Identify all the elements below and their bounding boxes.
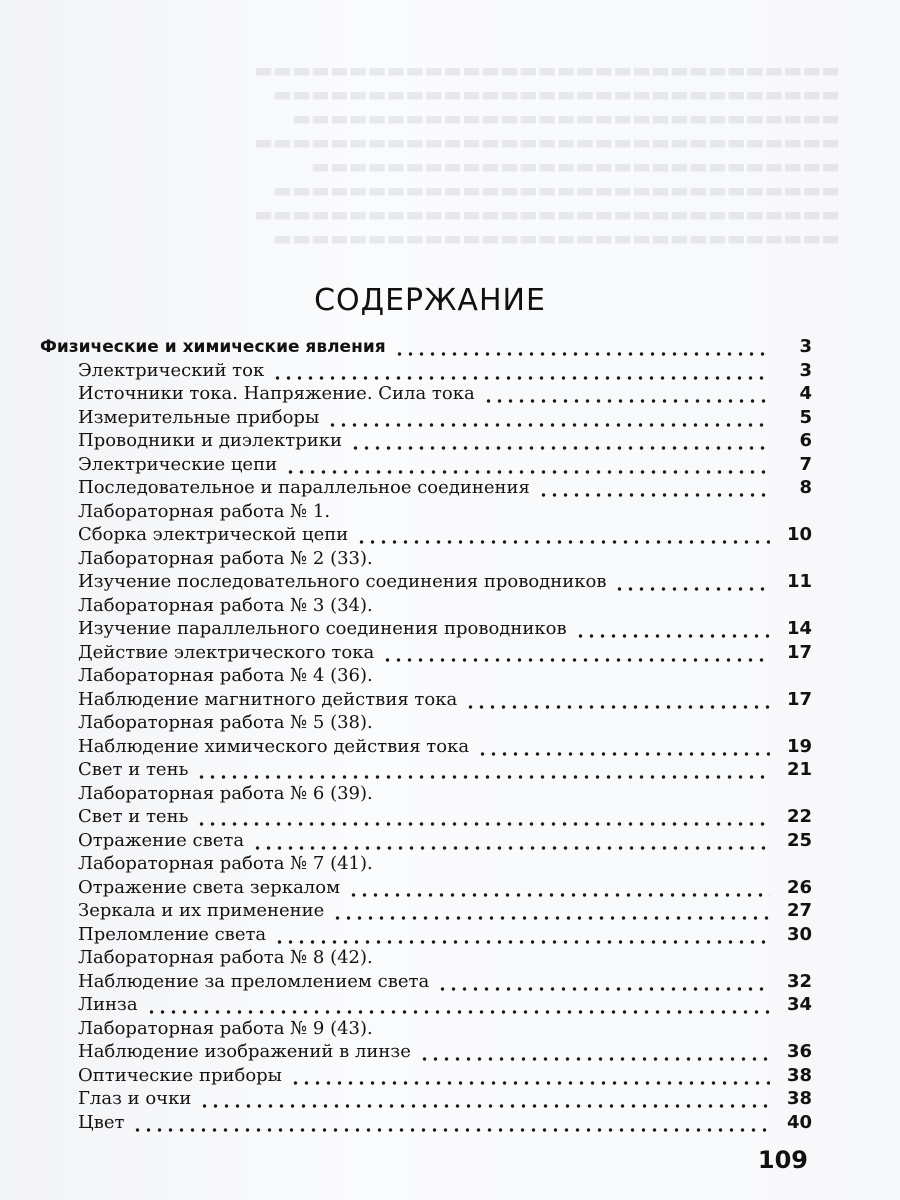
toc-page-number: 32 [786,970,812,992]
toc-entry-title: Отражение света [78,829,245,851]
toc-entry [78,876,812,900]
toc-page-number: 8 [799,477,812,498]
toc-entry [78,382,812,406]
toc-page-number: 34 [786,994,812,1015]
toc-entry-title: Отражение света зеркалом [78,876,341,898]
dot-leader [272,359,770,383]
toc-entry-title: Наблюдение химического действия тока [78,735,470,757]
toc-entry [78,664,812,688]
toc-entry [78,852,812,876]
toc-entry [78,1040,812,1064]
toc-entry [78,923,812,947]
toc-entry [78,500,812,524]
toc-entry [78,711,812,735]
toc-entry-title: Лабораторная работа № 8 (42). [78,947,373,968]
toc-page-number: 14 [786,618,812,639]
toc-entry [78,1111,812,1135]
toc-entry-title: Свет и тень [78,759,189,780]
toc-entry [78,617,812,641]
toc-entry-title: Лабораторная работа № 7 (41). [78,853,373,874]
toc-page-number: 38 [786,1064,812,1086]
toc-entry [78,429,812,453]
dot-leader [382,641,770,665]
toc-entry-title: Источники тока. Напряжение. Сила тока [78,383,475,404]
toc-entry [78,359,812,383]
dot-leader [538,476,770,500]
toc-entry [78,829,812,853]
toc-entry-title: Лабораторная работа № 6 (39). [78,782,373,804]
toc-entry-title: Глаз и очки [78,1088,192,1109]
toc-entry [78,688,812,712]
toc-entry [78,523,812,547]
toc-page-number: 26 [786,876,812,898]
toc-entry-title: Проводники и диэлектрики [78,430,343,451]
toc-entry-title: Действие электрического тока [78,641,375,663]
dot-leader [332,899,770,923]
dot-leader [146,993,770,1017]
toc-entry-title: Последовательное и параллельное соединения [78,477,530,498]
toc-entry-title: Преломление света [78,923,267,945]
toc-entry-title: Наблюдение изображений в линзе [78,1041,411,1062]
toc-entry-title: Лабораторная работа № 9 (43). [78,1017,373,1039]
dot-leader [327,406,770,430]
toc-entry-title: Лабораторная работа № 2 (33). [78,547,373,569]
toc-entry-title: Оптические приборы [78,1064,283,1086]
dot-leader [290,1064,770,1088]
toc-entry-title: Изучение параллельного соединения проводников [78,618,567,639]
toc-entry [78,476,812,500]
toc-entry-title: Свет и тень [78,806,189,827]
dot-leader [477,735,770,759]
toc-entry-title: Лабораторная работа № 5 (38). [78,712,373,733]
toc-entry [78,735,812,759]
dot-leader [465,688,770,712]
page-number: 109 [757,1146,808,1174]
toc-entry-title: Измерительные приборы [78,406,320,428]
toc-page-number: 17 [786,688,812,710]
toc-page-number: 5 [799,406,812,428]
toc-entry-title: Изучение последовательного соединения проводников [78,571,607,592]
toc-page-number: 3 [799,359,812,381]
toc-entry-title: Наблюдение за преломлением света [78,970,430,992]
toc-page-number: 6 [799,430,812,451]
page-title: СОДЕРЖАНИЕ [314,283,546,318]
toc-entry [78,1087,812,1111]
toc-entry [78,758,812,782]
toc-page-number: 25 [786,829,812,851]
toc-page-number: 30 [786,923,812,945]
toc-page-number: 3 [799,336,812,357]
dot-leader [196,805,770,829]
dot-leader [199,1087,770,1111]
toc-entry-title: Сборка электрической цепи [78,524,349,545]
toc-entry-title: Электрические цепи [78,453,278,475]
toc-page-number: 19 [786,735,812,757]
toc-page-number: 4 [799,383,812,404]
toc-entry-title: Линза [78,994,138,1015]
toc-entry [78,547,812,571]
toc-entry-title: Физические и химические явления [40,337,386,357]
dot-leader [132,1111,770,1135]
toc-page-number: 11 [786,571,812,592]
toc-page-number: 7 [799,453,812,475]
toc-entry [78,993,812,1017]
toc-entry-title: Лабораторная работа № 4 (36). [78,665,373,686]
dot-leader [419,1040,770,1064]
toc-entry [78,805,812,829]
toc-entry [78,899,812,923]
toc-entry-title: Лабораторная работа № 3 (34). [78,594,373,616]
toc-entry [78,782,812,806]
dot-leader [285,453,770,477]
dot-leader [614,570,770,594]
toc-entry [78,946,812,970]
dot-leader [483,382,770,406]
toc-page-number: 21 [786,759,812,780]
toc-entry [78,1064,812,1088]
toc-entry [78,406,812,430]
toc-entry-title: Электрический ток [78,359,265,381]
toc-page-number: 22 [786,806,812,827]
dot-leader [356,523,770,547]
toc-page-number: 38 [786,1088,812,1109]
dot-leader [394,335,770,359]
toc-entry [78,453,812,477]
toc-page-number: 27 [786,900,812,921]
dot-leader [350,429,770,453]
dot-leader [348,876,770,900]
bleed-through-texture: ▬▬▬▬▬▬▬▬▬▬▬▬▬▬▬▬▬▬▬▬▬▬▬▬▬▬▬▬▬▬▬ ▬▬▬▬▬▬▬▬▬▬▬▬▬▬▬▬▬▬▬▬▬▬▬▬▬▬▬▬▬▬ ▬▬▬▬▬▬▬▬▬▬▬▬▬▬▬▬▬▬▬▬▬▬▬▬▬▬▬▬▬ ▬▬▬▬▬▬▬▬▬▬▬▬▬▬▬▬▬▬▬▬▬▬▬▬▬▬▬▬▬▬▬ ▬▬▬▬▬▬▬▬▬▬▬▬▬▬▬▬▬▬▬▬▬▬▬▬▬▬▬▬ ▬▬▬▬▬▬▬▬▬▬▬▬▬▬▬▬▬▬▬▬▬▬▬▬▬▬▬▬▬▬ ▬▬▬▬▬▬▬▬▬▬▬▬▬▬▬▬▬▬▬▬▬▬▬▬▬▬▬▬▬▬▬ ▬▬▬▬▬▬▬▬▬▬▬▬▬▬▬▬▬▬▬▬▬▬▬▬▬▬▬▬▬▬ [254,58,840,250]
toc-entry-title: Наблюдение магнитного действия тока [78,688,458,710]
toc-page-number: 17 [786,641,812,663]
toc-entry [78,1017,812,1041]
toc-entry [78,641,812,665]
dot-leader [252,829,770,853]
toc-page-number: 36 [786,1041,812,1062]
toc-entry [78,570,812,594]
toc-page-number: 10 [786,524,812,545]
toc-entry-title: Лабораторная работа № 1. [78,500,331,522]
dot-leader [274,923,770,947]
toc-entry [78,970,812,994]
toc-entry-title: Зеркала и их применение [78,900,325,921]
dot-leader [575,617,770,641]
toc-section-entry [40,335,812,359]
toc-page-number: 40 [786,1111,812,1133]
dot-leader [196,758,770,782]
toc-entry [78,594,812,618]
dot-leader [437,970,770,994]
toc-entry-title: Цвет [78,1111,125,1133]
